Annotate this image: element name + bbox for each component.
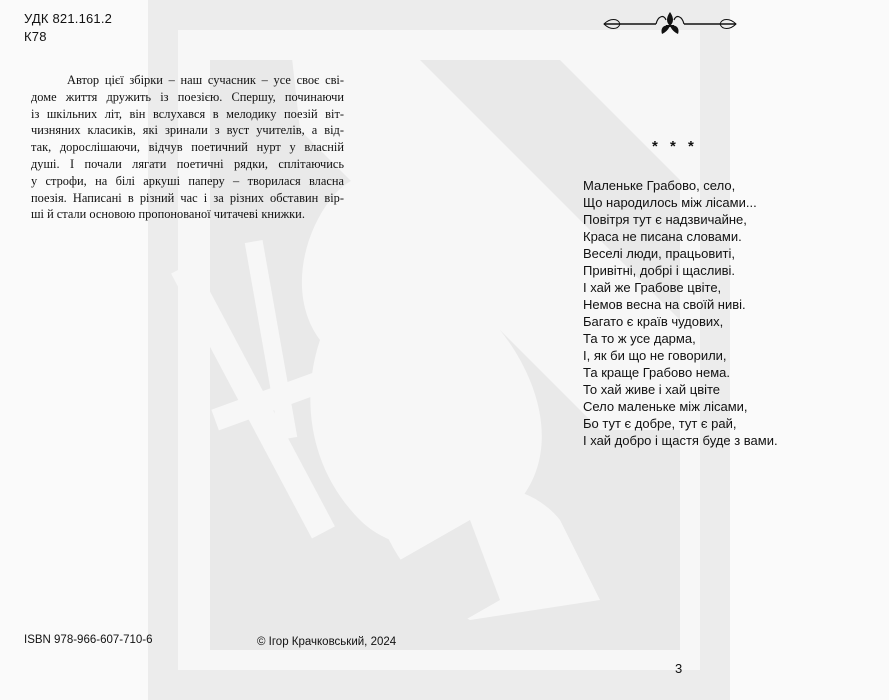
- poem-line: І хай добро і щастя буде з вами.: [583, 433, 778, 448]
- intro-line: так, дорослішаючи, відчув поетичний нурт у власній: [31, 140, 344, 155]
- isbn: ISBN 978-966-607-710-6: [24, 634, 153, 646]
- poem-line: Привітні, добрі і щасливі.: [583, 263, 736, 278]
- poem-line: Та краще Грабово нема.: [583, 365, 730, 380]
- intro-line: поезія. Написані в різний час і за різних обставин вір-: [31, 190, 344, 205]
- page-number: 3: [675, 661, 683, 676]
- intro-line: Автор цієї збірки – наш сучасник – усе своє сві-: [67, 73, 344, 87]
- intro-line: душі. І почали лягати поетичні рядки, сплітаючись: [31, 156, 344, 171]
- poem-line: То хай живе і хай цвіте: [583, 382, 721, 397]
- poem-line: Веселі люди, працьовиті,: [583, 246, 735, 261]
- author-index: К78: [24, 29, 47, 44]
- poem-line: Багато є країв чудових,: [583, 314, 724, 329]
- poem-line: Маленьке Грабово, село,: [583, 178, 736, 193]
- poem-line: Село маленьке між лісами,: [583, 399, 748, 414]
- poem-line: І, як би що не говорили,: [583, 348, 727, 363]
- intro-line: у строфи, на білі аркуші паперу – творилася власна: [31, 173, 344, 188]
- udk-classification: [24, 10, 112, 46]
- intro-line: доме життя дружить із поезією. Спершу, починаючи: [31, 89, 344, 104]
- intro-line: із шкільних літ, він вслухався в мелодику поезій віт-: [31, 106, 344, 121]
- poem-separator: * * *: [652, 138, 698, 155]
- poem-line: Та то ж усе дарма,: [583, 331, 696, 346]
- intro-line: чизняних класиків, які зринали з вуст учителів, а від-: [31, 123, 344, 138]
- poem-stanza: [583, 177, 778, 449]
- poem-line: Краса не писана словами.: [583, 229, 742, 244]
- poem-line: Що народилось між лісами...: [583, 195, 757, 210]
- poem-line: Повітря тут є надзвичайне,: [583, 212, 747, 227]
- intro-line: ші й стали основою пропонованої читачеві книжки.: [31, 207, 305, 222]
- poem-line: І хай же Грабове цвіте,: [583, 280, 722, 295]
- udk-code: УДК 821.161.2: [24, 11, 113, 26]
- intro-paragraph: [31, 72, 344, 223]
- poem-line: Бо тут є добре, тут є рай,: [583, 416, 737, 431]
- copyright-notice: © Ігор Крачковський, 2024: [257, 636, 397, 648]
- fleuron-ornament-icon: [600, 10, 740, 38]
- poem-line: Немов весна на своїй ниві.: [583, 297, 746, 312]
